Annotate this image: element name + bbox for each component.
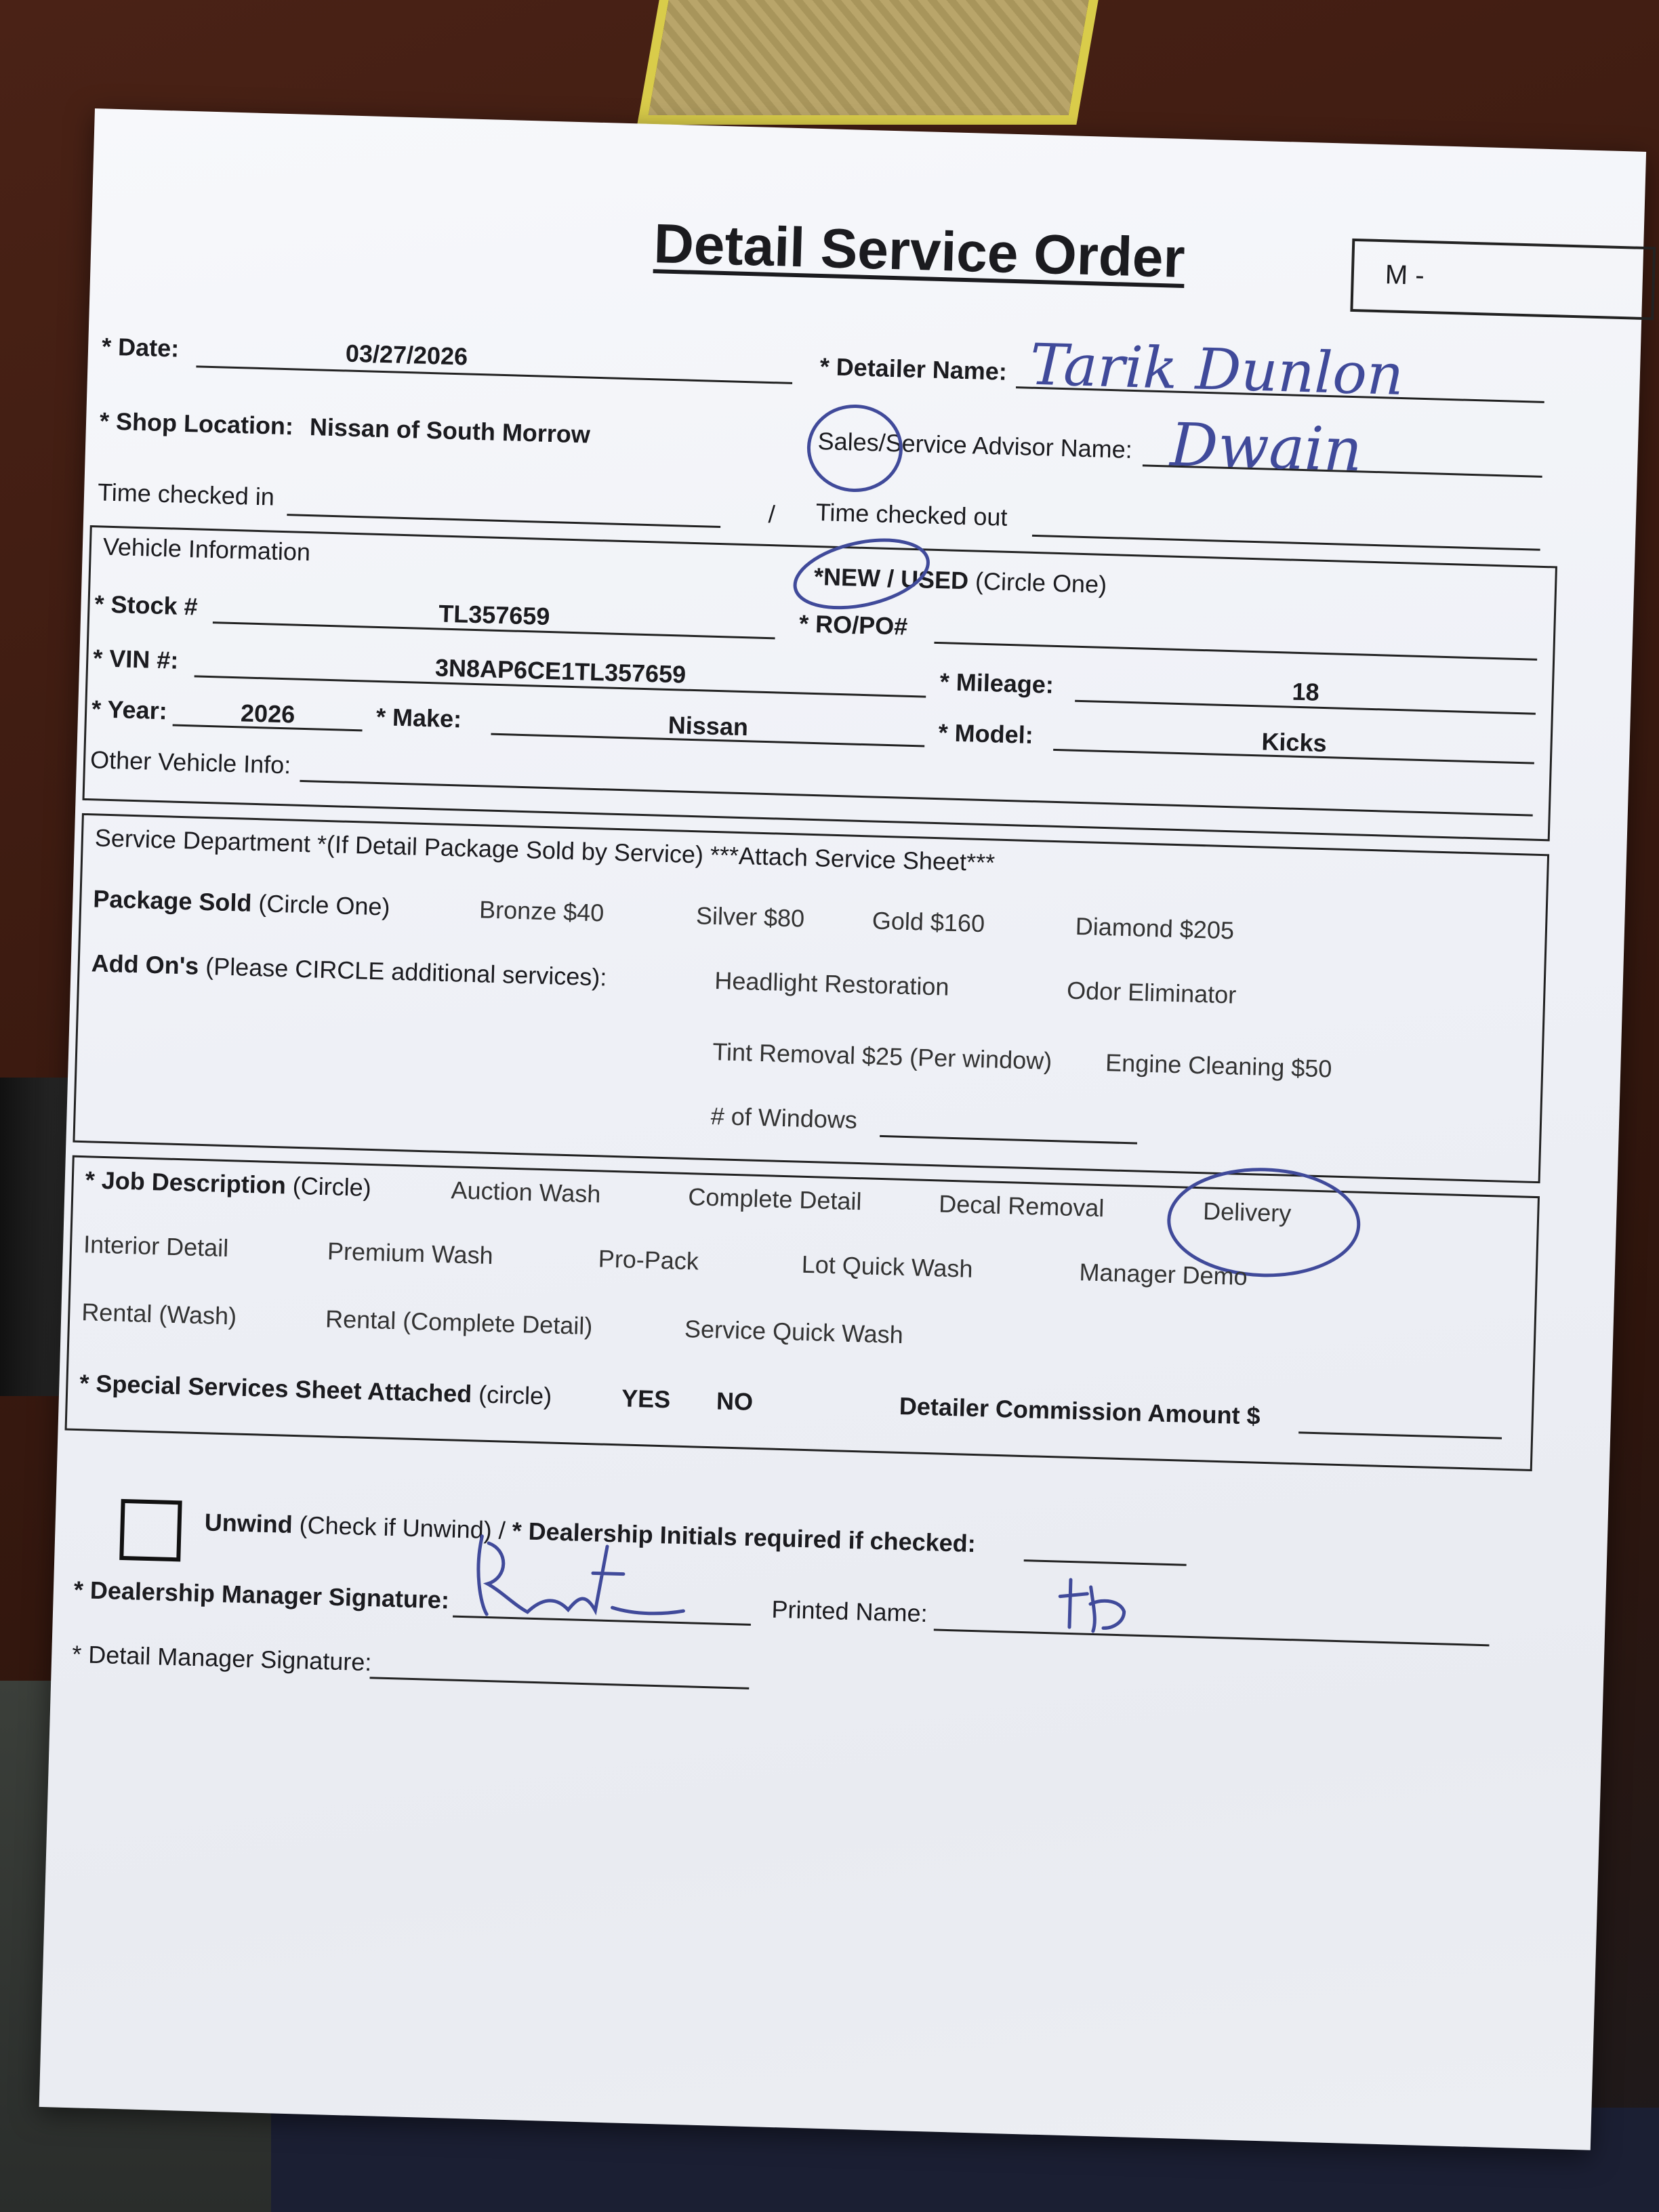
vin-label: * VIN #: bbox=[92, 644, 179, 674]
job-rental-wash[interactable]: Rental (Wash) bbox=[81, 1298, 237, 1330]
special-services-label: * Special Services Sheet Attached bbox=[79, 1369, 472, 1408]
year-label: * Year: bbox=[91, 695, 168, 725]
job-lot-quick-wash[interactable]: Lot Quick Wash bbox=[801, 1250, 974, 1283]
detail-manager-signature-label: * Detail Manager Signature: bbox=[71, 1639, 372, 1677]
new-circle-mark bbox=[786, 535, 944, 613]
service-order-form bbox=[39, 108, 1646, 2150]
job-auction-wash[interactable]: Auction Wash bbox=[451, 1176, 601, 1208]
addon-tint-removal[interactable]: Tint Removal $25 (Per window) bbox=[712, 1038, 1052, 1075]
ro-po-label: * RO/PO# bbox=[798, 609, 908, 640]
mileage-value: 18 bbox=[1292, 677, 1320, 706]
date-value: 03/27/2026 bbox=[345, 339, 468, 371]
job-description-label: * Job Description bbox=[85, 1166, 287, 1200]
printed-name-mark bbox=[1056, 1572, 1132, 1635]
sales-circle-mark bbox=[803, 399, 914, 497]
order-number-box[interactable] bbox=[1350, 239, 1656, 320]
printed-name-line[interactable] bbox=[934, 1629, 1490, 1646]
manager-signature-mark bbox=[459, 1529, 720, 1631]
time-in-label: Time checked in bbox=[97, 478, 275, 511]
vehicle-info-label: Vehicle Information bbox=[102, 532, 311, 567]
package-sold-suffix: (Circle One) bbox=[258, 889, 391, 921]
unwind-checkbox[interactable] bbox=[119, 1499, 182, 1561]
job-service-quick-wash[interactable]: Service Quick Wash bbox=[684, 1315, 904, 1349]
placemat bbox=[637, 0, 1103, 125]
advisor-name-handwriting: Dwain bbox=[1169, 409, 1364, 485]
detailer-name-label: * Detailer Name: bbox=[819, 352, 1008, 386]
year-value: 2026 bbox=[240, 699, 295, 729]
date-label: * Date: bbox=[101, 332, 180, 363]
package-bronze[interactable]: Bronze $40 bbox=[478, 895, 605, 927]
job-premium-wash[interactable]: Premium Wash bbox=[327, 1237, 494, 1270]
unwind-initials-label: * Dealership Initials required if checked: bbox=[512, 1517, 977, 1558]
job-interior-detail[interactable]: Interior Detail bbox=[83, 1230, 229, 1263]
package-gold[interactable]: Gold $160 bbox=[872, 906, 985, 938]
special-no-option[interactable]: NO bbox=[716, 1387, 754, 1416]
dealership-manager-signature-label: * Dealership Manager Signature: bbox=[73, 1575, 450, 1614]
add-ons-suffix: (Please CIRCLE additional services): bbox=[205, 952, 607, 991]
commission-label: Detailer Commission Amount $ bbox=[899, 1391, 1261, 1430]
printed-name-label: Printed Name: bbox=[771, 1595, 928, 1628]
job-complete-detail[interactable]: Complete Detail bbox=[687, 1183, 863, 1216]
detail-manager-signature-line[interactable] bbox=[369, 1677, 749, 1689]
other-vehicle-info-label: Other Vehicle Info: bbox=[89, 745, 291, 779]
time-out-line[interactable] bbox=[1032, 535, 1540, 551]
vin-value: 3N8AP6CE1TL357659 bbox=[434, 653, 687, 689]
addon-headlight-restoration[interactable]: Headlight Restoration bbox=[714, 966, 950, 1001]
order-number-label: M - bbox=[1385, 260, 1425, 291]
detailer-name-handwriting: Tarik Dunlon bbox=[1029, 331, 1405, 409]
package-silver[interactable]: Silver $80 bbox=[695, 901, 805, 933]
advisor-name-label: Sales/Service Advisor Name: bbox=[817, 426, 1133, 464]
addon-odor-eliminator[interactable]: Odor Eliminator bbox=[1066, 976, 1237, 1009]
job-rental-complete-detail[interactable]: Rental (Complete Detail) bbox=[325, 1305, 593, 1340]
model-value: Kicks bbox=[1261, 727, 1328, 758]
unwind-initials-line[interactable] bbox=[1024, 1559, 1187, 1566]
unwind-label: Unwind bbox=[204, 1508, 293, 1538]
time-in-line[interactable] bbox=[287, 514, 720, 528]
shop-location-label: * Shop Location: bbox=[99, 407, 294, 441]
special-yes-option[interactable]: YES bbox=[621, 1384, 671, 1414]
job-pro-pack[interactable]: Pro-Pack bbox=[598, 1244, 699, 1275]
new-used-label: *NEW / USED bbox=[813, 562, 969, 595]
form-title: Detail Service Order bbox=[653, 213, 1186, 289]
make-label: * Make: bbox=[375, 702, 462, 733]
job-manager-demo[interactable]: Manager Demo bbox=[1079, 1258, 1248, 1291]
time-slash: / bbox=[768, 499, 776, 529]
package-sold-label: Package Sold bbox=[92, 884, 253, 917]
service-department-header: Service Department *(If Detail Package Sold by Service) ***Attach Service Sheet*** bbox=[94, 823, 996, 877]
special-services-suffix: (circle) bbox=[478, 1380, 552, 1410]
make-value: Nissan bbox=[668, 710, 749, 741]
addon-engine-cleaning[interactable]: Engine Cleaning $50 bbox=[1105, 1048, 1332, 1083]
unwind-middle: (Check if Unwind) / bbox=[299, 1511, 506, 1544]
model-label: * Model: bbox=[938, 718, 1034, 750]
job-description-suffix: (Circle) bbox=[292, 1171, 372, 1202]
shop-location-value: Nissan of South Morrow bbox=[309, 413, 591, 449]
new-used-suffix: (Circle One) bbox=[975, 567, 1107, 598]
windows-count-label: # of Windows bbox=[710, 1101, 858, 1134]
stock-label: * Stock # bbox=[94, 590, 199, 621]
time-out-label: Time checked out bbox=[815, 497, 1008, 531]
add-ons-label: Add On's bbox=[91, 949, 199, 980]
stock-value: TL357659 bbox=[438, 599, 550, 631]
job-decal-removal[interactable]: Decal Removal bbox=[938, 1189, 1105, 1223]
mileage-label: * Mileage: bbox=[939, 668, 1054, 699]
package-diamond[interactable]: Diamond $205 bbox=[1075, 912, 1235, 945]
job-delivery[interactable]: Delivery bbox=[1202, 1197, 1292, 1227]
